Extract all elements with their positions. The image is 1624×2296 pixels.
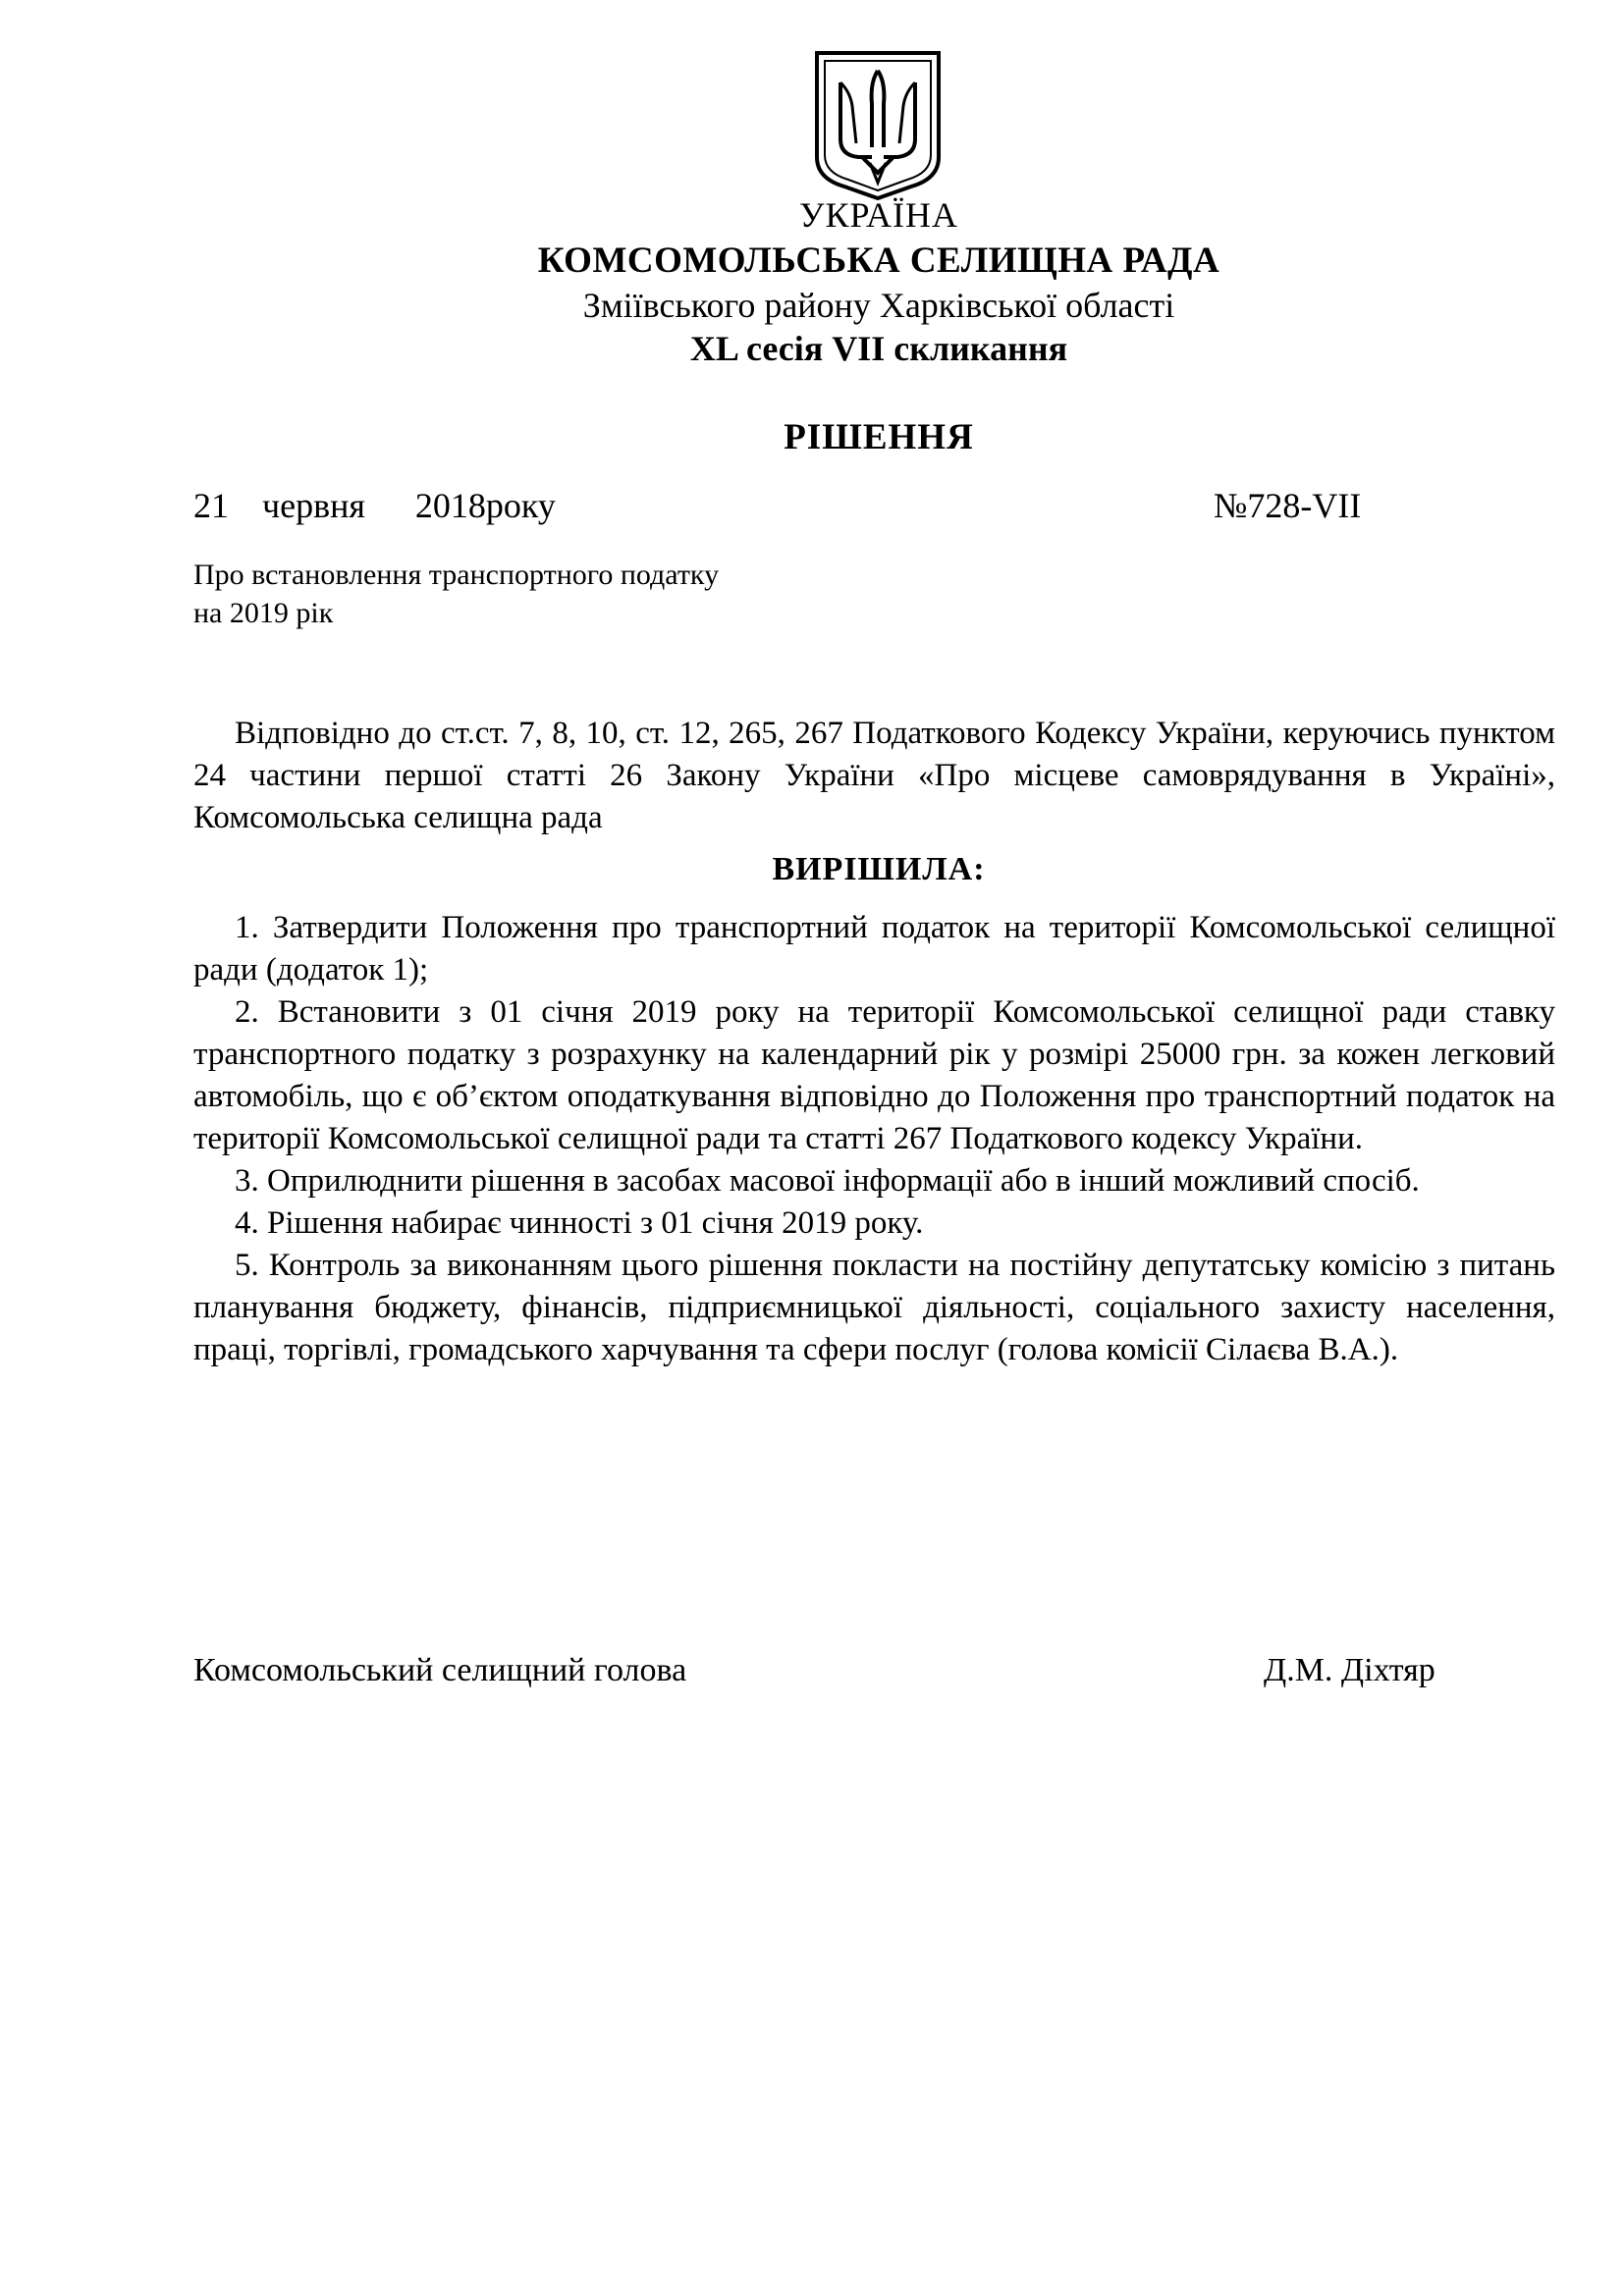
- subject-line: Про встановлення транспортного податку: [193, 559, 720, 591]
- preamble-text: Відповідно до ст.ст. 7, 8, 10, ст. 12, 265, 267 Податкового Кодексу України, керуючись пунктом 24 частини першої статті 26 Закону України «Про місцеве самоврядування в Україні», Комсомольська селищна рада: [193, 716, 1555, 835]
- resolution-items: [193, 907, 1555, 1371]
- trident-coat-of-arms-icon: [813, 49, 943, 200]
- resolution-item: 3. Оприлюднити рішення в засобах масової інформації або в інший можливий спосіб.: [235, 1163, 1420, 1199]
- subject-line: на 2019 рік: [193, 597, 334, 629]
- resolution-item: 5. Контроль за виконанням цього рішення покласти на постійну депутатську комісію з питань планування бюджету, фінансів, підприємницької діяльності, соціального захисту населення, праці, торгівлі, громадського харчування та сфери послуг (голова комісії Сілаєва В.А.).: [193, 1248, 1555, 1367]
- resolution-item: 2. Встановити з 01 січня 2019 року на території Комсомольської селищної ради ставку транспортного податку з розрахунку на календарний рік у розмірі 25000 грн. за кожен легковий автомобіль, що є об’єктом оподаткування відповідно до Положення про транспортний податок на території Комсомольської селищної ради та статті 267 Податкового кодексу України.: [193, 994, 1555, 1156]
- decided-heading: ВИРІШИЛА:: [772, 851, 986, 887]
- country-heading: УКРАЇНА: [799, 195, 958, 235]
- resolution-item: 1. Затвердити Положення про транспортний податок на території Комсомольської селищної ради (додаток 1);: [193, 910, 1555, 988]
- decision-date: 21 червня 2018року: [193, 486, 556, 525]
- decision-number: №728-VII: [1214, 486, 1362, 525]
- council-name: КОМСОМОЛЬСЬКА СЕЛИЩНА РАДА: [537, 240, 1220, 281]
- decision-subject: [193, 556, 719, 632]
- district-name: Зміївського району Харківської області: [582, 286, 1175, 325]
- session-label: XL сесія VII скликання: [689, 329, 1068, 368]
- signatory-name: Д.М. Діхтяр: [1264, 1652, 1435, 1688]
- resolution-item: 4. Рішення набирає чинності з 01 січня 2019 року.: [235, 1205, 924, 1241]
- document-type-heading: РІШЕННЯ: [784, 417, 974, 457]
- signatory-title: Комсомольський селищний голова: [193, 1652, 687, 1688]
- preamble-paragraph: [193, 713, 1555, 839]
